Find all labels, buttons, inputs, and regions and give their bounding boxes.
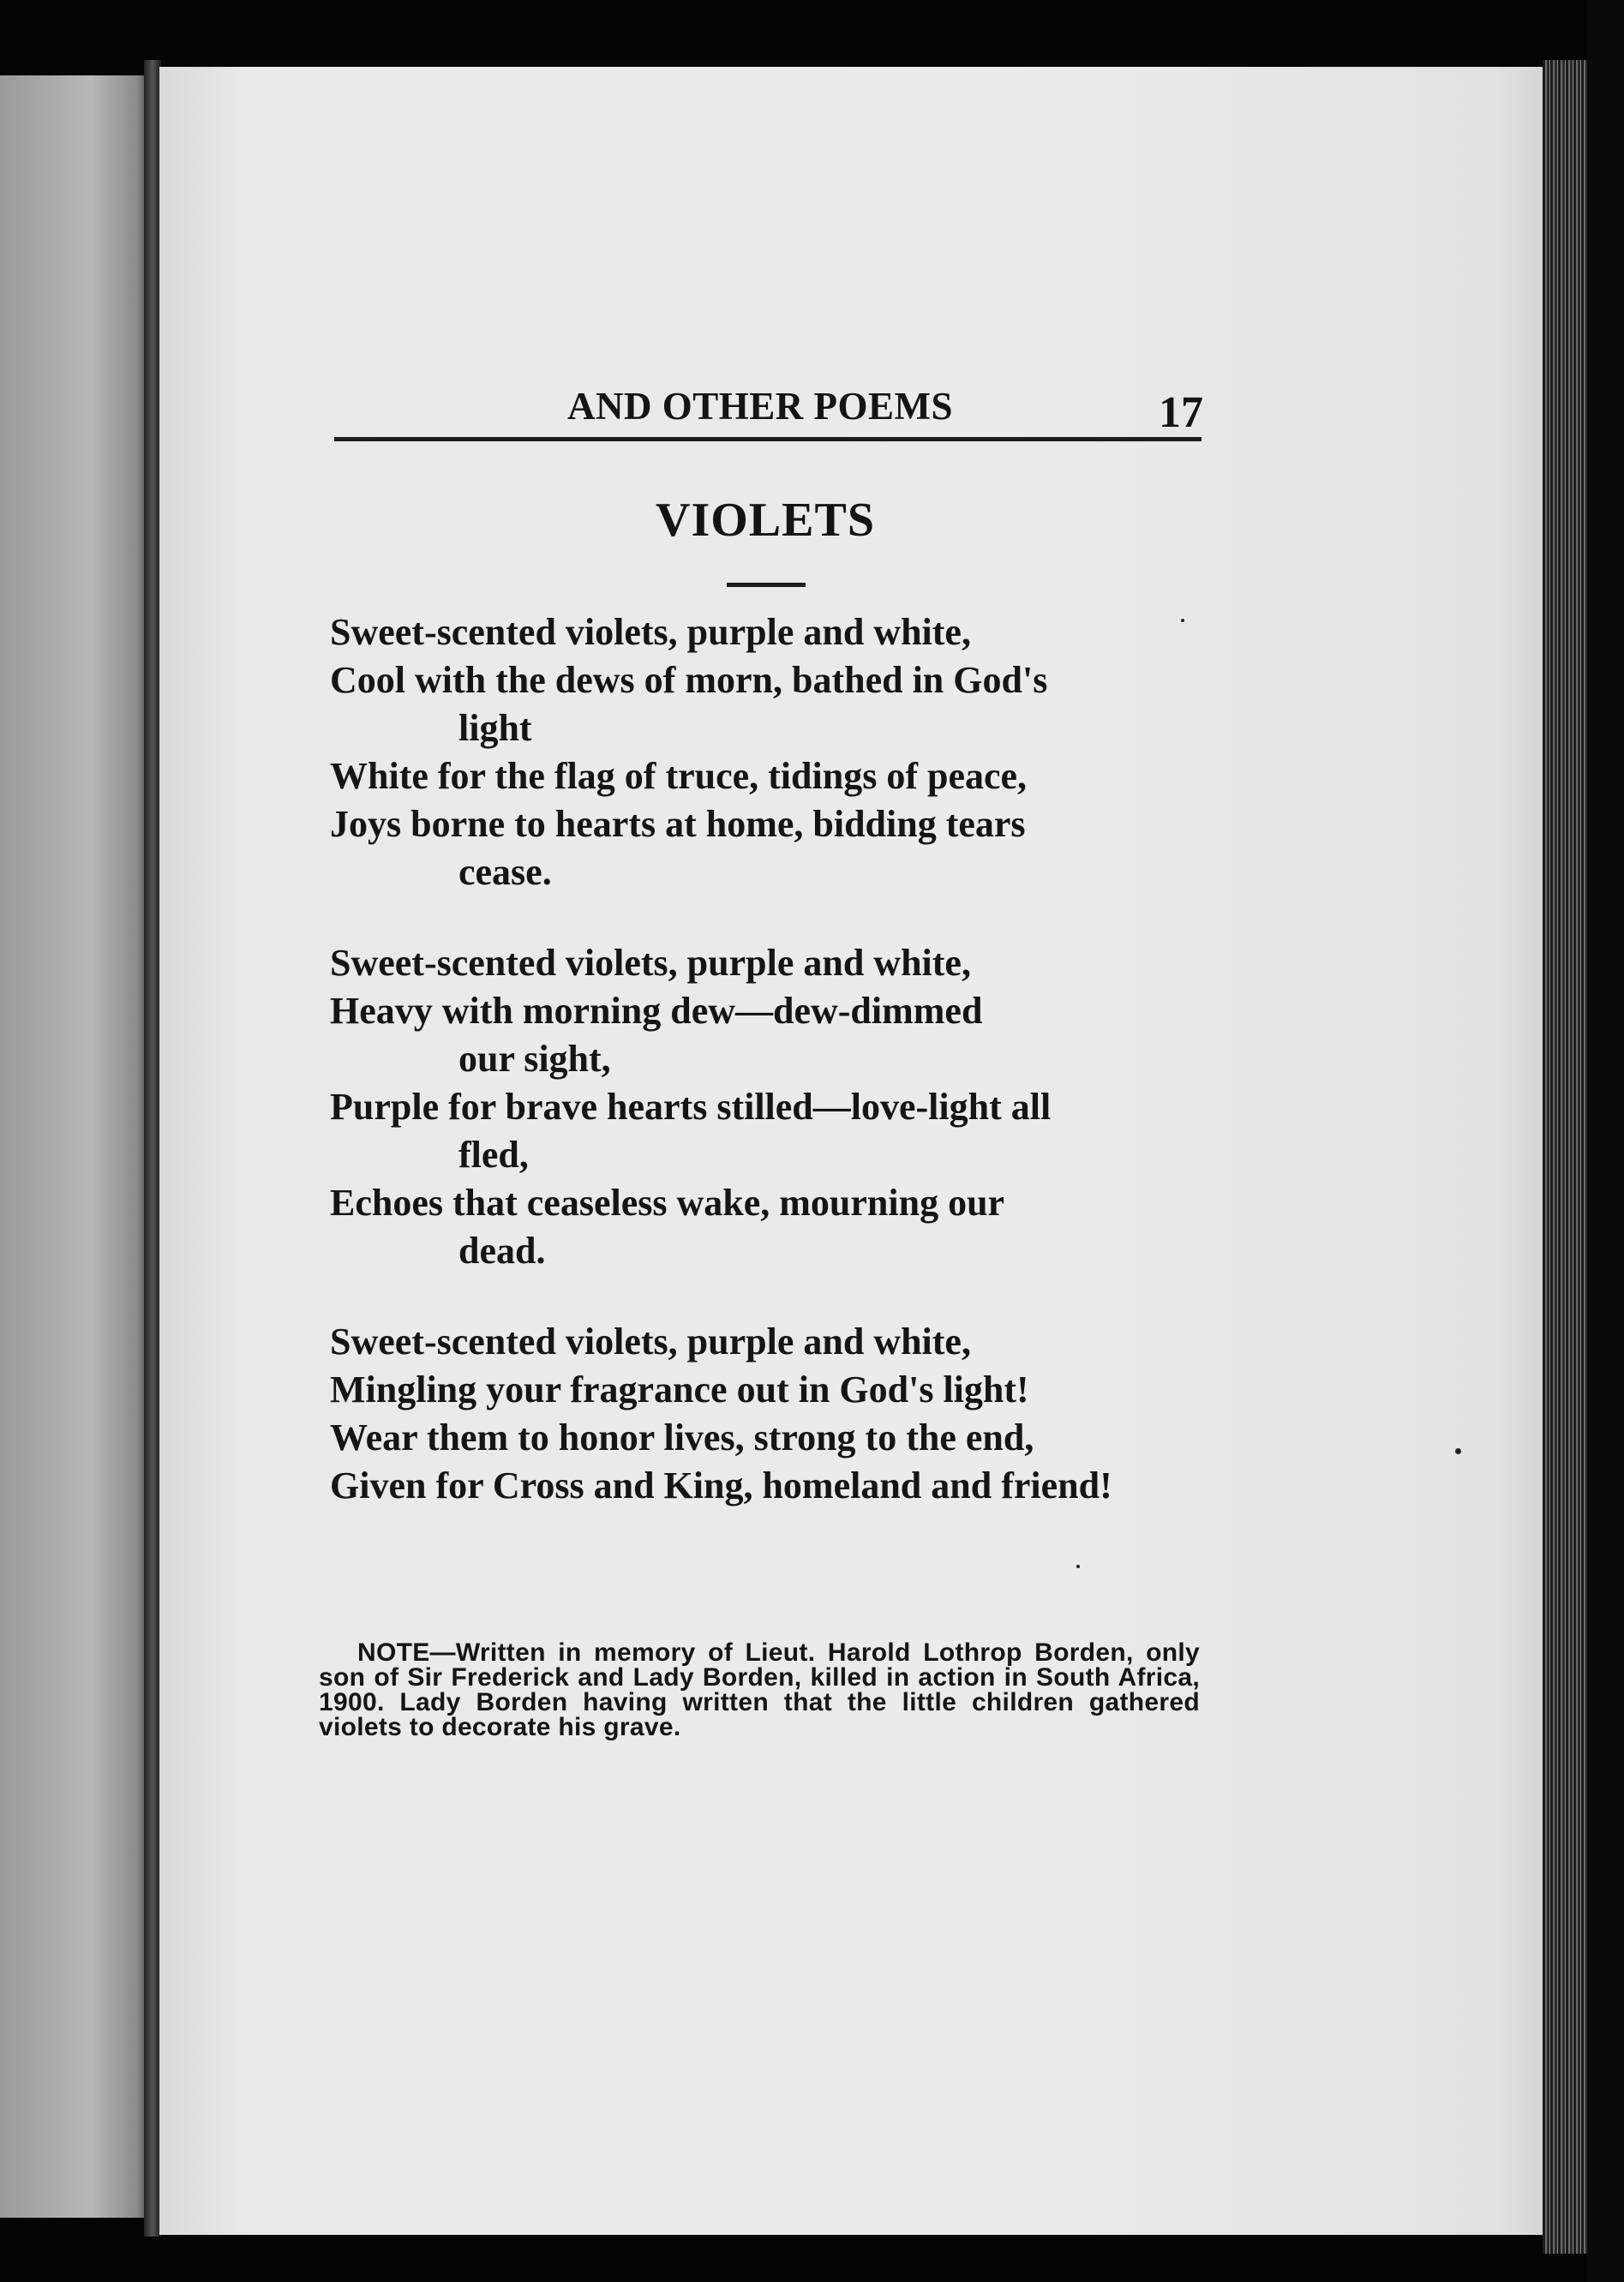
poem-line: Sweet-scented violets, purple and white, — [330, 1321, 971, 1363]
poem-line-continuation: fled, — [458, 1134, 529, 1176]
poem-line: Mingling your fragrance out in God's light! — [330, 1369, 1029, 1411]
poem-line: Joys borne to hearts at home, bidding tears — [330, 803, 1026, 845]
poem-line: Cool with the dews of morn, bathed in God's — [330, 659, 1048, 701]
poem-line-continuation: dead. — [458, 1230, 546, 1272]
running-head — [0, 384, 1624, 435]
poem-line: Purple for brave hearts stilled—love-light all — [330, 1086, 1052, 1128]
poem-line: Wear them to honor lives, strong to the end, — [330, 1417, 1034, 1458]
poem-line: Heavy with morning dew—dew-dimmed — [330, 990, 983, 1032]
poem-line-continuation: cease. — [458, 851, 552, 893]
scan-speck — [1076, 1565, 1080, 1568]
scan-border — [1587, 0, 1624, 2282]
page-number: 17 — [1159, 388, 1203, 437]
poem-line: Given for Cross and King, homeland and friend! — [330, 1464, 1112, 1506]
stanza-3 — [330, 1318, 1213, 1510]
running-head-rule — [334, 437, 1202, 441]
poem-line: Sweet-scented violets, purple and white, — [330, 611, 971, 653]
scan-speck — [1181, 619, 1184, 622]
poem-line-continuation: light — [458, 707, 532, 749]
stanza-1 — [330, 608, 1213, 896]
poem-line: Echoes that ceaseless wake, mourning our — [330, 1182, 1005, 1224]
poem-line: Sweet-scented violets, purple and white, — [330, 942, 971, 984]
poem-line-continuation: our sight, — [458, 1038, 611, 1080]
poem-body — [330, 608, 1213, 1553]
title-dash — [727, 583, 806, 587]
footnote: NOTE—Written in memory of Lieut. Harold Lothrop Borden, only son of Sir Frederick and Lady Borden, killed in action in South Africa, 1900. Lady Borden having written that the little children gathered violets to decorate his grave. — [319, 1638, 1200, 1741]
poem-line: White for the flag of truce, tidings of peace, — [330, 755, 1028, 797]
running-head-title: AND OTHER POEMS — [567, 385, 954, 428]
stanza-2 — [330, 939, 1213, 1275]
poem-title: VIOLETS — [656, 494, 875, 547]
scan-speck — [1455, 1448, 1461, 1454]
